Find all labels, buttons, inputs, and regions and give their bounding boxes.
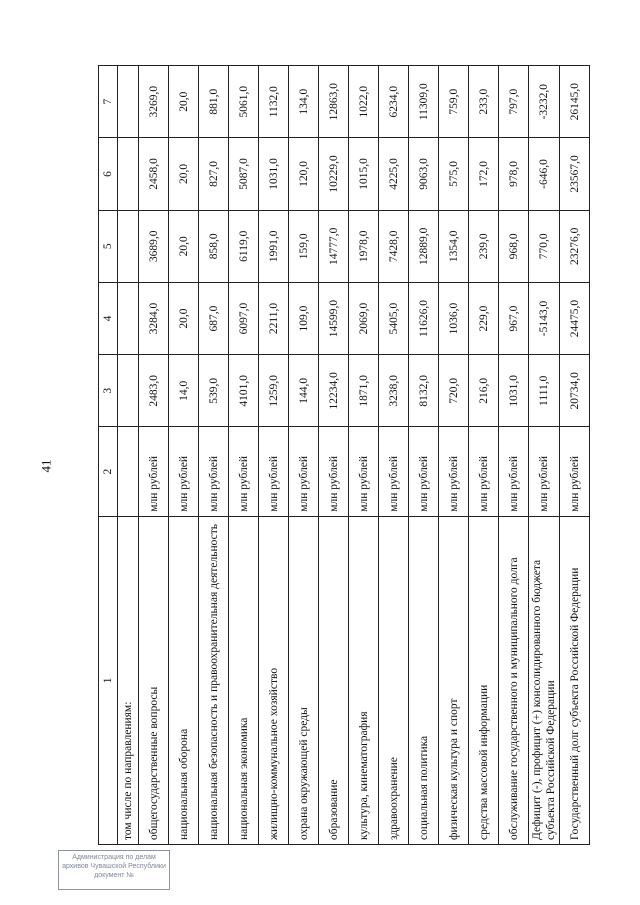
value-cell: 229,0 [469,282,499,354]
empty-cell [118,210,139,282]
value-cell: 827,0 [199,138,229,210]
row-label: обслуживание государственного и муниципального долга [499,516,529,844]
row-label: социальная политика [409,516,439,844]
value-cell: 1259,0 [259,355,289,427]
value-cell: 967,0 [499,282,529,354]
value-cell: 159,0 [289,210,319,282]
value-cell: 797,0 [499,66,529,138]
row-label: национальная оборона [169,516,199,844]
value-cell: 858,0 [199,210,229,282]
value-cell: 978,0 [499,138,529,210]
value-cell: 14,0 [169,355,199,427]
value-cell: 3284,0 [139,282,169,354]
value-cell: 5061,0 [229,66,259,138]
row-unit: млн рублей [409,427,439,516]
row-label: национальная экономика [229,516,259,844]
value-cell: 172,0 [469,138,499,210]
value-cell: 5405,0 [379,282,409,354]
table-row [560,66,590,845]
value-cell: 11626,0 [409,282,439,354]
value-cell: -3232,0 [529,66,560,138]
value-cell: 233,0 [469,66,499,138]
value-cell: 1111,0 [529,355,560,427]
value-cell: -5143,0 [529,282,560,354]
value-cell: 20,0 [169,138,199,210]
value-cell: 968,0 [499,210,529,282]
column-number-row [99,66,118,845]
table-row [529,66,560,845]
value-cell: 109,0 [289,282,319,354]
table-row [139,66,169,845]
table-row [409,66,439,845]
value-cell: 134,0 [289,66,319,138]
table-row [199,66,229,845]
table-row [289,66,319,845]
value-cell: 12234,0 [319,355,349,427]
page-number: 41 [38,459,54,473]
value-cell: 1031,0 [259,138,289,210]
empty-cell [118,66,139,138]
value-cell: 1031,0 [499,355,529,427]
column-number: 3 [99,355,118,427]
value-cell: 1354,0 [439,210,469,282]
value-cell: 14777,0 [319,210,349,282]
column-number: 5 [99,210,118,282]
row-label: жилищно-коммунальное хозяйство [259,516,289,844]
value-cell: 9063,0 [409,138,439,210]
value-cell: 23276,0 [560,210,590,282]
column-number: 7 [99,66,118,138]
value-cell: 239,0 [469,210,499,282]
value-cell: 770,0 [529,210,560,282]
value-cell: 1132,0 [259,66,289,138]
row-unit: млн рублей [439,427,469,516]
value-cell: 216,0 [469,355,499,427]
row-unit: млн рублей [379,427,409,516]
value-cell: 6097,0 [229,282,259,354]
row-label: охрана окружающей среды [289,516,319,844]
stamp-line: Администрация по делам [72,854,156,861]
value-cell: 687,0 [199,282,229,354]
row-label: национальная безопасность и правоохранительная деятельность [199,516,229,844]
row-label: культура, кинематография [349,516,379,844]
value-cell: 759,0 [439,66,469,138]
table-row [499,66,529,845]
value-cell: 144,0 [289,355,319,427]
row-unit: млн рублей [319,427,349,516]
stamp-line: документ № [94,872,134,879]
table-row [319,66,349,845]
value-cell: 12863,0 [319,66,349,138]
value-cell: 3689,0 [139,210,169,282]
row-label: средства массовой информации [469,516,499,844]
value-cell: 6119,0 [229,210,259,282]
value-cell: 1022,0 [349,66,379,138]
rotated-table-container [98,65,593,845]
value-cell: 2211,0 [259,282,289,354]
value-cell: 1978,0 [349,210,379,282]
row-unit: млн рублей [259,427,289,516]
table-row [259,66,289,845]
value-cell: 3269,0 [139,66,169,138]
empty-cell [118,138,139,210]
row-label: Дефицит (-), профицит (+) консолидированного бюджета субъекта Российской Федерации [529,516,560,844]
archive-stamp [58,850,170,890]
value-cell: 6234,0 [379,66,409,138]
value-cell: 12889,0 [409,210,439,282]
table-row [229,66,259,845]
value-cell: 8132,0 [409,355,439,427]
row-unit: млн рублей [169,427,199,516]
value-cell: 1991,0 [259,210,289,282]
column-number: 1 [99,516,118,844]
section-label: том числе по направлениям: [118,516,139,844]
value-cell: 1036,0 [439,282,469,354]
empty-cell [118,282,139,354]
row-unit: млн рублей [199,427,229,516]
value-cell: 23567,0 [560,138,590,210]
value-cell: 24475,0 [560,282,590,354]
row-label: общегосударственные вопросы [139,516,169,844]
table-row [469,66,499,845]
row-label: образование [319,516,349,844]
value-cell: 20,0 [169,210,199,282]
row-unit: млн рублей [469,427,499,516]
table-row [439,66,469,845]
row-label: здравоохранение [379,516,409,844]
empty-cell [118,355,139,427]
section-row [118,66,139,845]
value-cell: 539,0 [199,355,229,427]
value-cell: 11309,0 [409,66,439,138]
value-cell: 4225,0 [379,138,409,210]
row-label: Государственный долг субъекта Российской Федерации [560,516,590,844]
row-unit: млн рублей [229,427,259,516]
table-row [349,66,379,845]
value-cell: 10229,0 [319,138,349,210]
value-cell: 120,0 [289,138,319,210]
value-cell: 26145,0 [560,66,590,138]
value-cell: 4101,0 [229,355,259,427]
value-cell: 1015,0 [349,138,379,210]
value-cell: 20734,0 [560,355,590,427]
value-cell: 3238,0 [379,355,409,427]
row-unit: млн рублей [139,427,169,516]
value-cell: 2069,0 [349,282,379,354]
rotated-table-area [98,65,593,845]
stamp-line: архивов Чувашской Республики [62,863,166,870]
row-unit: млн рублей [499,427,529,516]
value-cell: 2458,0 [139,138,169,210]
value-cell: 20,0 [169,282,199,354]
budget-table [98,65,590,845]
table-row [169,66,199,845]
value-cell: 2483,0 [139,355,169,427]
table-row [379,66,409,845]
value-cell: 720,0 [439,355,469,427]
empty-cell [118,427,139,516]
value-cell: 5087,0 [229,138,259,210]
row-unit: млн рублей [560,427,590,516]
value-cell: 14599,0 [319,282,349,354]
value-cell: 20,0 [169,66,199,138]
column-number: 4 [99,282,118,354]
column-number: 6 [99,138,118,210]
value-cell: 7428,0 [379,210,409,282]
value-cell: -646,0 [529,138,560,210]
row-label: физическая культура и спорт [439,516,469,844]
column-number: 2 [99,427,118,516]
value-cell: 1871,0 [349,355,379,427]
row-unit: млн рублей [349,427,379,516]
row-unit: млн рублей [289,427,319,516]
row-unit: млн рублей [529,427,560,516]
value-cell: 881,0 [199,66,229,138]
value-cell: 575,0 [439,138,469,210]
